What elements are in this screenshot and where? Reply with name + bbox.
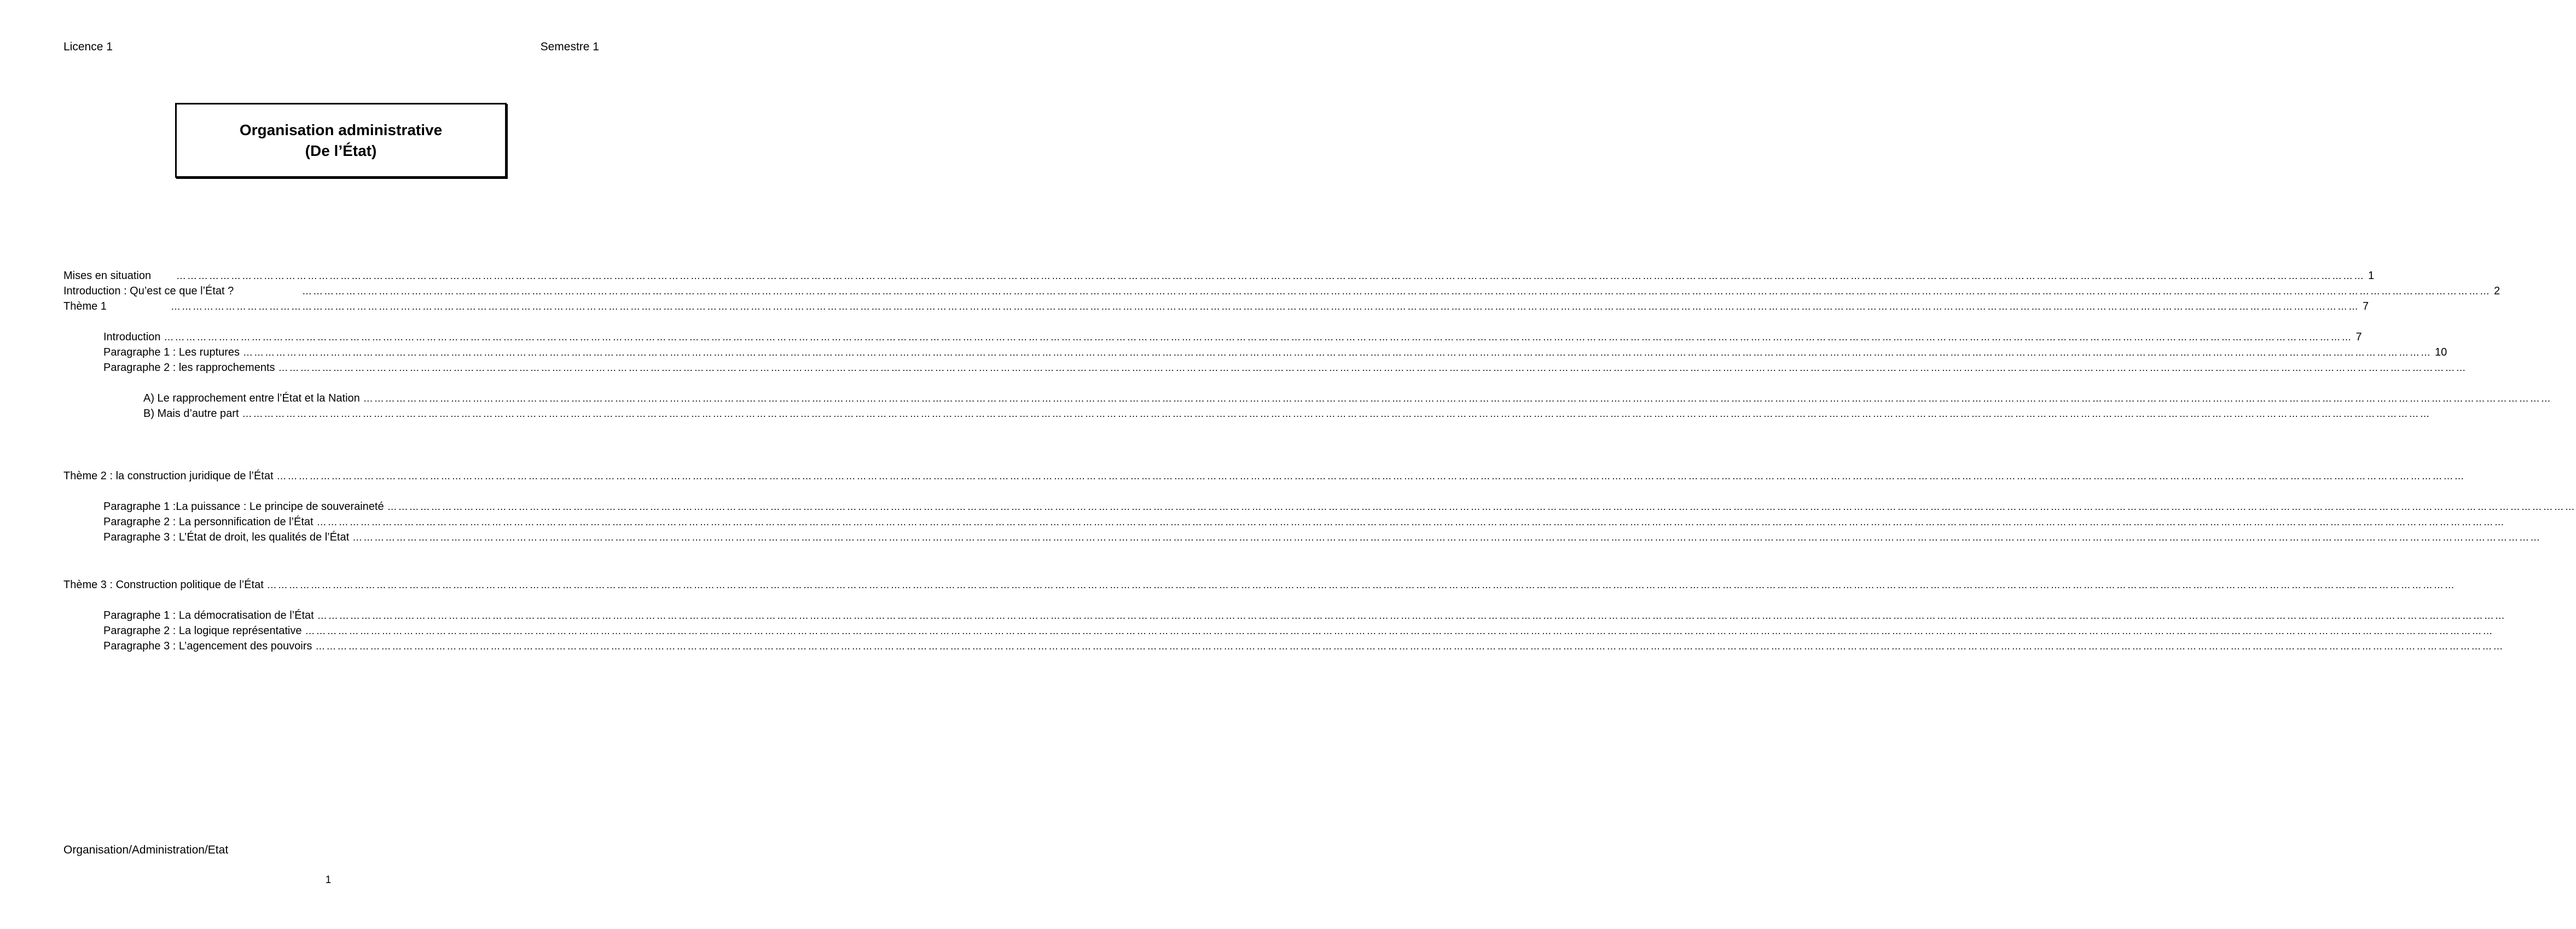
toc-entry-label: Paragraphe 3 : L’État de droit, les qualités de l’État bbox=[103, 531, 350, 543]
toc-entry-page: 1 bbox=[2368, 270, 2375, 282]
toc-entry-page: 2 bbox=[2494, 285, 2500, 297]
toc-entry-page: 10 bbox=[2435, 346, 2447, 358]
toc-leader-dots: …………………………………………………………………………………………………………………………………………………………………………………………………………………………………………………………………………………………………………………………………………………………………………………………………………………………………………………………………………………………………………………………………………………… bbox=[278, 362, 2467, 373]
toc-leader-dots: …………………………………………………………………………………………………………………………………………………………………………………………………………………………………………………………………………………………………………………………………………………………………………………………………………………………………………………………………………………………………………………………………………………… bbox=[302, 286, 2491, 297]
toc-entry-label: Introduction : Qu’est ce que l’État ? bbox=[63, 285, 234, 297]
toc-entry-label: Thème 2 : la construction juridique de l’État bbox=[63, 470, 274, 482]
toc-entry-label: Thème 3 : Construction politique de l’État bbox=[63, 579, 264, 591]
toc-leader-dots: …………………………………………………………………………………………………………………………………………………………………………………………………………………………………………………………………………………………………………………………………………………………………………………………………………………………………………………………………………………………………………………………………………………… bbox=[266, 579, 2456, 590]
toc-entry-theme2-paragraphe-2 bbox=[103, 514, 2505, 530]
document-title-line1: Organisation administrative bbox=[239, 121, 443, 138]
document-title-box bbox=[175, 103, 507, 178]
toc-entry-label: Paragraphe 1 : Les ruptures bbox=[103, 346, 240, 358]
toc-entry-theme3-paragraphe-2 bbox=[103, 623, 2494, 638]
toc-entry-theme-1 bbox=[63, 299, 2369, 314]
toc-leader-dots: …………………………………………………………………………………………………………………………………………………………………………………………………………………………………………………………………………………………………………………………………………………………………………………………………………………………………………………………………………………………………………………………………………………… bbox=[363, 393, 2552, 404]
toc-entry-label: Paragraphe 2 : La logique représentative bbox=[103, 625, 302, 637]
toc-leader-dots: …………………………………………………………………………………………………………………………………………………………………………………………………………………………………………………………………………………………………………………………………………………………………………………………………………………………………………………………………………………………………………………………………………………… bbox=[315, 641, 2504, 652]
toc-entry-page: 7 bbox=[2355, 331, 2362, 343]
toc-entry-theme1-introduction bbox=[103, 329, 2362, 345]
toc-entry-label: Paragraphe 3 : L’agencement des pouvoirs bbox=[103, 640, 312, 652]
toc-entry-theme1-paragraphe-2 bbox=[103, 360, 2467, 375]
toc-entry-introduction bbox=[63, 283, 2500, 299]
toc-entry-theme2-paragraphe-3 bbox=[103, 530, 2542, 545]
toc-leader-dots: …………………………………………………………………………………………………………………………………………………………………………………………………………………………………………………………………………………………………………………………………………………………………………………………………………………………………………………………………………………………………………………………………………………… bbox=[171, 301, 2359, 312]
toc-entry-theme1-subitem-a bbox=[143, 391, 2552, 406]
toc-entry-label: B) Mais d’autre part bbox=[143, 408, 239, 420]
toc-entry-theme3-paragraphe-1 bbox=[103, 608, 2506, 623]
footer-document-path: Organisation/Administration/Etat bbox=[63, 844, 229, 856]
toc-leader-dots: …………………………………………………………………………………………………………………………………………………………………………………………………………………………………………………………………………………………………………………………………………………………………………………………………………………………………………………………………………………………………………………………………………………… bbox=[176, 270, 2365, 281]
toc-entry-theme1-subitem-b bbox=[143, 406, 2431, 421]
toc-leader-dots: …………………………………………………………………………………………………………………………………………………………………………………………………………………………………………………………………………………………………………………………………………………………………………………………………………………………………………………………………………………………………………………………………………………… bbox=[242, 408, 2431, 419]
toc-entry-theme-3 bbox=[63, 577, 2456, 593]
toc-leader-dots: …………………………………………………………………………………………………………………………………………………………………………………………………………………………………………………………………………………………………………………………………………………………………………………………………………………………………………………………………………………………………………………………………………………… bbox=[317, 610, 2506, 621]
header-right-semester: Semestre 1 bbox=[540, 40, 599, 53]
toc-leader-dots: …………………………………………………………………………………………………………………………………………………………………………………………………………………………………………………………………………………………………………………………………………………………………………………………………………………………………………………………………………………………………………………………………………………… bbox=[387, 501, 2576, 512]
toc-entry-theme-2 bbox=[63, 468, 2465, 484]
toc-entry-label: Mises en situation bbox=[63, 270, 152, 282]
toc-entry-mises-en-situation bbox=[63, 268, 2375, 283]
toc-entry-label: Paragraphe 1 :La puissance : Le principe de souveraineté bbox=[103, 501, 384, 513]
toc-entry-theme1-paragraphe-1 bbox=[103, 345, 2447, 360]
toc-entry-theme3-paragraphe-3 bbox=[103, 638, 2504, 654]
header-left-course-level: Licence 1 bbox=[63, 40, 113, 53]
toc-entry-label: Introduction bbox=[103, 331, 161, 343]
toc-leader-dots: …………………………………………………………………………………………………………………………………………………………………………………………………………………………………………………………………………………………………………………………………………………………………………………………………………………………………………………………………………………………………………………………………………………… bbox=[352, 532, 2542, 543]
toc-entry-label: Paragraphe 2 : La personnification de l’État bbox=[103, 516, 314, 528]
toc-leader-dots: …………………………………………………………………………………………………………………………………………………………………………………………………………………………………………………………………………………………………………………………………………………………………………………………………………………………………………………………………………………………………………………………………………………… bbox=[316, 516, 2505, 527]
page-number: 1 bbox=[325, 874, 332, 886]
toc-entry-label: Paragraphe 2 : les rapprochements bbox=[103, 362, 275, 374]
toc-leader-dots: …………………………………………………………………………………………………………………………………………………………………………………………………………………………………………………………………………………………………………………………………………………………………………………………………………………………………………………………………………………………………………………………………………………… bbox=[164, 332, 2353, 342]
document-title-line2: (De l’État) bbox=[305, 142, 377, 159]
toc-leader-dots: …………………………………………………………………………………………………………………………………………………………………………………………………………………………………………………………………………………………………………………………………………………………………………………………………………………………………………………………………………………………………………………………………………………… bbox=[276, 471, 2465, 481]
toc-entry-theme2-paragraphe-1 bbox=[103, 499, 2576, 514]
toc-leader-dots: …………………………………………………………………………………………………………………………………………………………………………………………………………………………………………………………………………………………………………………………………………………………………………………………………………………………………………………………………………………………………………………………………………………… bbox=[305, 625, 2494, 636]
toc-leader-dots: …………………………………………………………………………………………………………………………………………………………………………………………………………………………………………………………………………………………………………………………………………………………………………………………………………………………………………………………………………………………………………………………………………………… bbox=[243, 347, 2432, 358]
toc-entry-page: 7 bbox=[2363, 300, 2369, 312]
toc-entry-label: Thème 1 bbox=[63, 300, 107, 312]
toc-entry-label: A) Le rapprochement entre l’État et la Nation bbox=[143, 392, 360, 404]
toc-entry-label: Paragraphe 1 : La démocratisation de l’État bbox=[103, 609, 314, 622]
